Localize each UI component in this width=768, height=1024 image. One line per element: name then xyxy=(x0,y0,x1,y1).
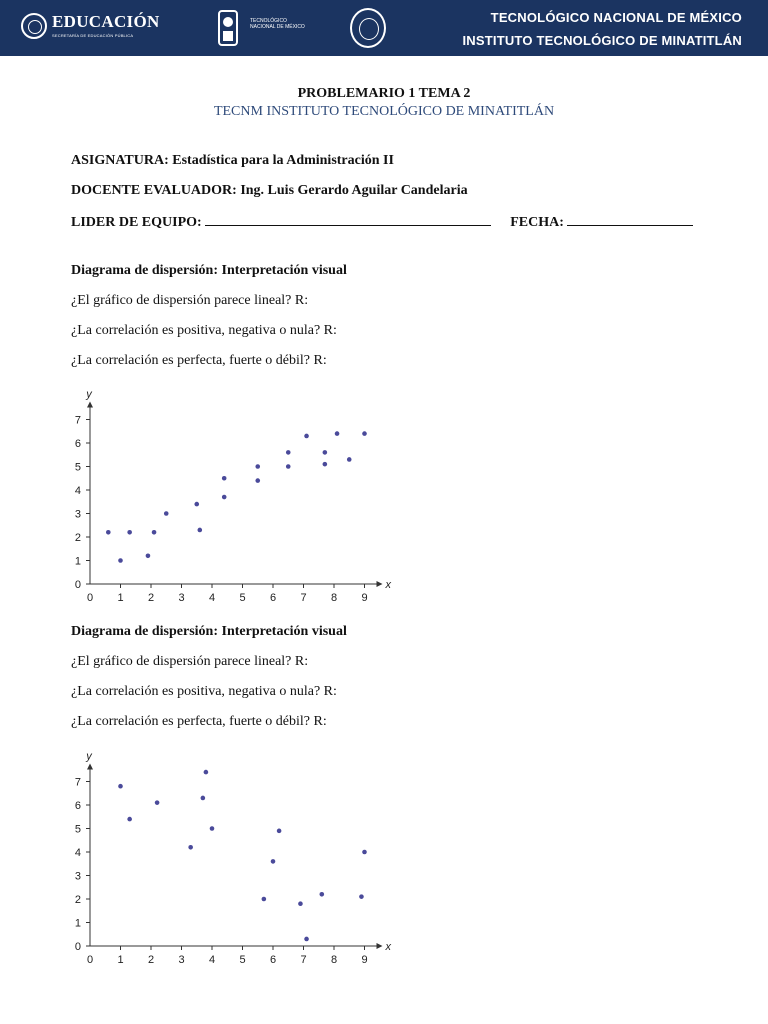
question-direction: ¿La correlación es positiva, negativa o nula? R: xyxy=(71,684,337,699)
scatter-point xyxy=(146,554,151,559)
x-axis-label: x xyxy=(385,941,391,953)
scatter-point xyxy=(188,845,193,850)
x-tick-label: 6 xyxy=(269,954,277,966)
x-axis-arrow-icon xyxy=(377,943,383,949)
x-axis-arrow-icon xyxy=(377,581,383,587)
y-tick-label: 6 xyxy=(74,438,81,450)
x-tick-label: 5 xyxy=(239,954,246,966)
education-logo-title: EDUCACIÓN xyxy=(52,12,160,31)
x-tick-label: 1 xyxy=(117,592,124,604)
x-tick-label: 0 xyxy=(86,954,94,966)
leader-label: LIDER DE EQUIPO: xyxy=(71,215,202,230)
y-tick-label: 4 xyxy=(74,847,81,859)
institute-seal-icon xyxy=(350,8,386,48)
y-tick-label: 3 xyxy=(74,508,81,521)
tecnm-line1: TECNOLÓGICO xyxy=(250,18,287,24)
scatter-point xyxy=(210,826,215,831)
x-tick-label: 3 xyxy=(178,592,185,604)
scatter-chart-1 xyxy=(55,378,395,608)
tecnm-line2: NACIONAL DE MÉXICO xyxy=(250,24,305,30)
x-tick-label: 8 xyxy=(330,954,338,966)
scatter-point xyxy=(198,528,203,533)
question-linear: ¿El gráfico de dispersión parece lineal? R: xyxy=(71,293,309,308)
x-tick-label: 2 xyxy=(147,954,155,966)
x-tick-label: 9 xyxy=(361,592,368,604)
x-tick-label: 1 xyxy=(117,954,124,966)
scatter-point xyxy=(255,478,260,483)
scatter-point xyxy=(194,502,199,507)
scatter-point xyxy=(286,450,291,455)
question-strength: ¿La correlación es perfecta, fuerte o débil? R: xyxy=(71,353,327,368)
section-heading: Diagrama de dispersión: Interpretación visual xyxy=(71,624,347,639)
question-strength: ¿La correlación es perfecta, fuerte o débil? R: xyxy=(71,714,327,729)
document-subtitle: TECNM INSTITUTO TECNOLÓGICO DE MINATITLÁN xyxy=(213,104,555,119)
scatter-point xyxy=(204,770,209,775)
scatter-point xyxy=(164,511,169,516)
tecnm-logo-text xyxy=(250,18,305,30)
y-tick-label: 3 xyxy=(74,870,81,883)
y-tick-label: 7 xyxy=(74,414,81,427)
y-tick-label: 5 xyxy=(74,461,81,474)
section-heading: Diagrama de dispersión: Interpretación visual xyxy=(71,263,347,278)
subject-line: ASIGNATURA: Estadística para la Administración II xyxy=(71,153,394,168)
x-tick-label: 8 xyxy=(330,592,338,604)
scatter-point xyxy=(286,464,291,469)
scatter-plot-1 xyxy=(55,378,395,608)
government-seal-icon xyxy=(21,13,47,39)
leader-blank-field[interactable] xyxy=(205,213,491,226)
y-axis-arrow-icon xyxy=(87,764,93,770)
x-tick-label: 9 xyxy=(361,954,368,966)
institution-line2: INSTITUTO TECNOLÓGICO DE MINATITLÁN xyxy=(462,33,742,48)
scatter-point xyxy=(222,476,227,481)
y-axis-label: y xyxy=(86,388,92,401)
x-tick-label: 0 xyxy=(86,592,94,604)
scatter-point xyxy=(362,431,367,436)
scatter-point xyxy=(347,457,352,462)
scatter-point xyxy=(277,829,282,834)
scatter-point xyxy=(255,464,260,469)
y-axis-label: y xyxy=(86,750,92,763)
y-tick-label: 0 xyxy=(74,579,81,591)
scatter-point xyxy=(118,784,123,789)
x-tick-label: 3 xyxy=(178,954,185,966)
x-tick-label: 5 xyxy=(239,592,246,604)
date-label: FECHA: xyxy=(510,215,564,230)
education-logo-subtitle: SECRETARÍA DE EDUCACIÓN PÚBLICA xyxy=(52,33,134,38)
scatter-point xyxy=(155,800,160,805)
document-title: PROBLEMARIO 1 TEMA 2 xyxy=(297,86,471,101)
scatter-point xyxy=(298,901,303,906)
scatter-point xyxy=(271,859,276,864)
y-axis-arrow-icon xyxy=(87,402,93,408)
y-tick-label: 1 xyxy=(74,917,81,930)
y-tick-label: 5 xyxy=(74,823,81,836)
tecnm-logo-icon xyxy=(216,9,240,47)
y-tick-label: 7 xyxy=(74,776,81,789)
leader-line xyxy=(71,213,693,231)
x-tick-label: 4 xyxy=(208,592,216,604)
x-tick-label: 2 xyxy=(147,592,155,604)
scatter-point xyxy=(335,431,340,436)
scatter-point xyxy=(304,937,309,942)
scatter-point xyxy=(127,817,132,822)
institution-line1: TECNOLÓGICO NACIONAL DE MÉXICO xyxy=(490,10,742,25)
teacher-line: DOCENTE EVALUADOR: Ing. Luis Gerardo Aguilar Candelaria xyxy=(71,183,468,198)
y-tick-label: 2 xyxy=(74,894,81,906)
scatter-point xyxy=(201,796,206,801)
date-blank-field[interactable] xyxy=(567,213,693,226)
scatter-point xyxy=(152,530,157,535)
scatter-point xyxy=(304,434,309,439)
scatter-point xyxy=(320,892,325,897)
scatter-plot-2 xyxy=(55,740,395,970)
scatter-point xyxy=(262,897,267,902)
header-banner xyxy=(0,0,768,56)
x-tick-label: 7 xyxy=(300,592,307,604)
scatter-point xyxy=(222,495,227,500)
y-tick-label: 0 xyxy=(74,941,81,953)
scatter-chart-2 xyxy=(55,740,395,970)
question-linear: ¿El gráfico de dispersión parece lineal? R: xyxy=(71,654,309,669)
x-tick-label: 6 xyxy=(269,592,277,604)
x-tick-label: 4 xyxy=(208,954,216,966)
y-tick-label: 2 xyxy=(74,532,81,544)
y-tick-label: 6 xyxy=(74,800,81,812)
x-tick-label: 7 xyxy=(300,954,307,966)
scatter-point xyxy=(118,558,123,563)
scatter-point xyxy=(362,850,367,855)
scatter-point xyxy=(323,462,328,467)
question-direction: ¿La correlación es positiva, negativa o nula? R: xyxy=(71,323,337,338)
scatter-point xyxy=(359,894,364,899)
scatter-point xyxy=(106,530,111,535)
scatter-point xyxy=(323,450,328,455)
scatter-point xyxy=(127,530,132,535)
x-axis-label: x xyxy=(385,579,391,591)
y-tick-label: 1 xyxy=(74,555,81,568)
y-tick-label: 4 xyxy=(74,485,81,497)
